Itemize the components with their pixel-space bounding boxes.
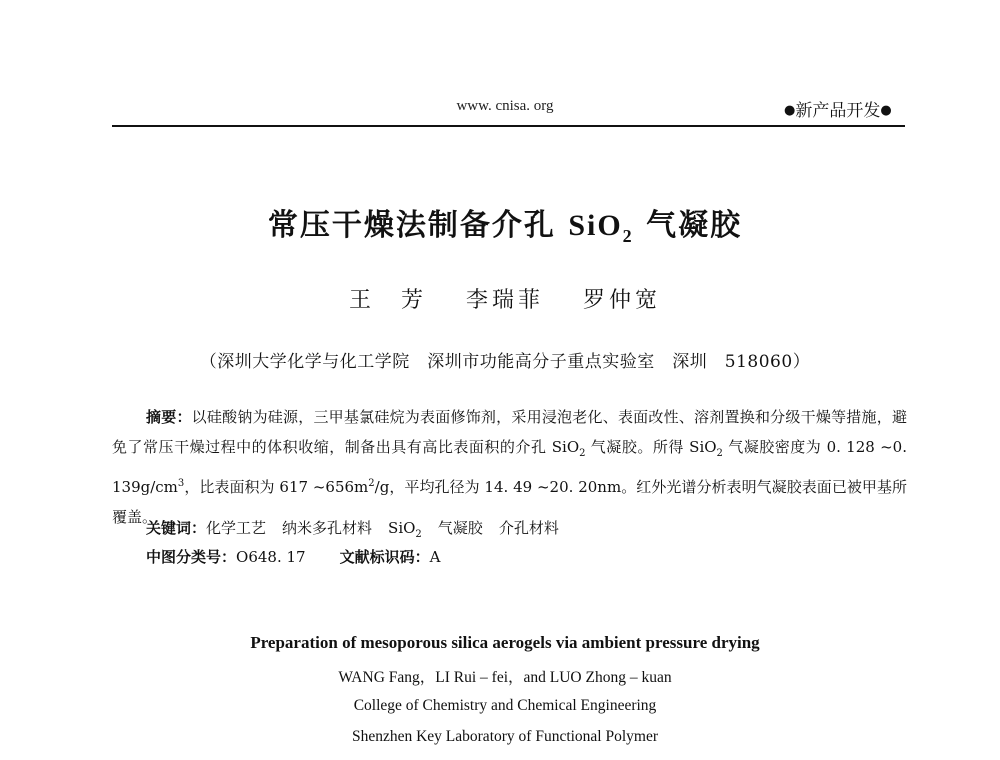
abstract-text: /g，平均孔径为 14. 49 ~20. 20nm。红外光谱分析表明气凝胶表面已被甲基所覆盖。: [112, 478, 907, 526]
author: 李瑞菲: [465, 288, 544, 313]
header-section-label: [784, 96, 892, 121]
english-title: Preparation of mesoporous silica aerogels via ambient pressure drying: [250, 633, 760, 652]
english-affiliation-2: Shenzhen Key Laboratory of Functional Polymer: [351, 728, 659, 745]
bullet-icon: ●: [880, 103, 892, 118]
abstract-sup: 2: [368, 478, 375, 489]
english-affiliation-1: College of Chemistry and Chemical Engineering: [353, 697, 657, 714]
classification-value: O648. 17: [236, 548, 306, 566]
document-code-value: A: [429, 548, 441, 566]
section-name: 新产品开发: [795, 101, 881, 121]
abstract-sub: 2: [716, 448, 723, 459]
keywords-label: 关键词：: [146, 519, 207, 537]
keyword: 化学工艺: [206, 519, 267, 537]
abstract: [112, 402, 907, 532]
title-formula: [568, 209, 634, 246]
keyword: 介孔材料: [498, 519, 559, 537]
classification-line: [146, 546, 440, 567]
abstract-sup: 3: [177, 478, 185, 489]
keywords-line: [146, 517, 559, 540]
abstract-paragraph: [112, 402, 907, 532]
abstract-label: 摘要：: [146, 408, 192, 426]
author: 王 芳: [348, 288, 427, 313]
author: 罗仲宽: [583, 288, 662, 313]
bullet-icon: ●: [784, 103, 796, 118]
abstract-text: ，比表面积为 617 ~656m: [184, 478, 369, 496]
keyword: [388, 519, 422, 540]
header-rule: [112, 125, 905, 127]
abstract-sub: 2: [579, 448, 586, 459]
abstract-text: 气凝胶。所得 SiO: [585, 438, 717, 456]
abstract-text: 气凝胶密度为 0. 128 ~0. 139g/cm: [112, 438, 907, 496]
article-title: [0, 200, 1000, 247]
header-url: www. cnisa. org: [456, 98, 554, 114]
abstract-text: 以硅酸钠为硅源，三甲基氯硅烷为表面修饰剂，采用浸泡老化、表面改性、溶剂置换和分级干燥等措施，避免了常压干燥过程中的体积收缩，制备出具有高比表面积的介孔 SiO: [112, 408, 907, 456]
english-authors: WANG Fang，LI Rui – fei，and LUO Zhong – kuan: [338, 669, 672, 686]
title-formula-sub: 2: [622, 226, 634, 246]
keyword-formula-sub: 2: [415, 529, 422, 540]
title-formula-text: SiO: [568, 209, 623, 242]
classification-label: 中图分类号：: [146, 548, 237, 566]
author-list: [0, 283, 1000, 314]
keyword: 气凝胶: [437, 519, 483, 537]
title-tail: 气凝胶: [646, 208, 743, 243]
keyword: 纳米多孔材料: [282, 519, 373, 537]
keyword-formula: SiO: [388, 519, 416, 537]
document-code-label: 文献标识码：: [339, 548, 430, 566]
affiliation: （深圳大学化学与化工学院 深圳市功能高分子重点实验室 深圳 518060）: [199, 352, 811, 372]
title-main: 常压干燥法制备介孔: [267, 208, 556, 243]
